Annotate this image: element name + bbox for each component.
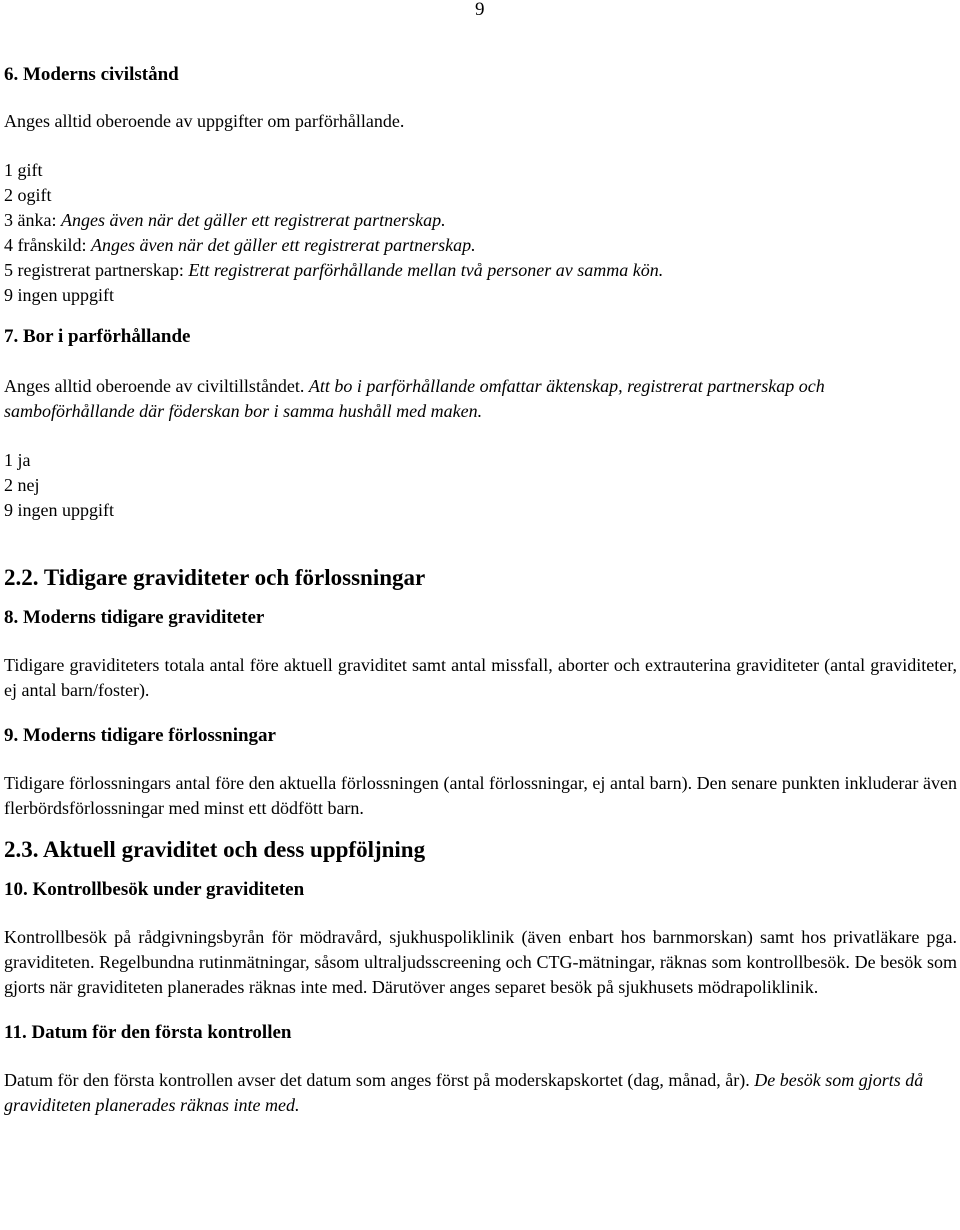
section-10-text: Kontrollbesök på rådgivningsbyrån för mödravård, sjukhuspoliklinik (även enbart hos barnmorskan) samt hos privatläkare pga. graviditeten. Regelbundna rutinmätningar, såsom ultraljudsscreening och CTG-mätningar, räknas som kontrollbesök. De besök som gjorts när graviditeten planerades räknas inte med. Därutöver anges separet besök på sjukhusets mödrapoliklinik.: [4, 927, 957, 997]
section-11-heading: 11. Datum för den första kontrollen: [4, 1022, 292, 1043]
document-body: [4, 60, 957, 1118]
section-10-heading: 10. Kontrollbesök under graviditeten: [4, 879, 305, 900]
intro-text: Anges alltid oberoende av civiltillståndet.: [4, 376, 309, 396]
section-7-option-1: 1 ja: [4, 450, 31, 470]
section-7-intro: [4, 374, 957, 424]
section-7-option-9: 9 ingen uppgift: [4, 500, 114, 520]
section-6-option-4: [4, 233, 957, 258]
option-label: 5 registrerat partnerskap:: [4, 260, 189, 280]
option-note: Anges även när det gäller ett registrerat partnerskap.: [91, 235, 476, 255]
section-6-intro: Anges alltid oberoende av uppgifter om parförhållande.: [4, 111, 405, 131]
section-8-text: Tidigare graviditeters totala antal före aktuell graviditet samt antal missfall, aborter och extrauterina graviditeter (antal graviditeter, ej antal barn/foster).: [4, 655, 957, 700]
section-2-3-heading: 2.3. Aktuell graviditet och dess uppföljning: [4, 837, 426, 862]
option-note: Anges även när det gäller ett registrerat partnerskap.: [60, 210, 446, 230]
section-6-option-1: 1 gift: [4, 160, 43, 180]
option-label: 3 änka:: [4, 210, 61, 230]
option-note: Ett registrerat parförhållande mellan två personer av samma kön.: [188, 260, 664, 280]
section-6-heading: 6. Moderns civilstånd: [4, 64, 179, 85]
body-text: Datum för den första kontrollen avser det datum som anges först på moderskapskortet (dag, månad, år).: [4, 1070, 755, 1090]
intro-note: Att bo i parförhållande omfattar äktenskap, registrerat partnerskap och samboförhållande där föderskan bor i samma hushåll med maken.: [4, 376, 825, 421]
section-11-text: [4, 1068, 957, 1118]
body-note: De besök som gjorts då graviditeten planerades räknas inte med.: [4, 1070, 924, 1115]
section-6-option-2: 2 ogift: [4, 185, 52, 205]
section-7-heading: 7. Bor i parförhållande: [4, 326, 191, 347]
option-label: 4 frånskild:: [4, 235, 91, 255]
section-7-option-2: 2 nej: [4, 475, 40, 495]
section-6-option-3: [4, 208, 957, 233]
page-number: 9: [475, 0, 485, 20]
section-6-option-5: [4, 258, 957, 283]
section-2-2-heading: 2.2. Tidigare graviditeter och förlossningar: [4, 565, 426, 590]
section-8-heading: 8. Moderns tidigare graviditeter: [4, 607, 265, 628]
section-9-heading: 9. Moderns tidigare förlossningar: [4, 725, 276, 746]
section-9-text: Tidigare förlossningars antal före den aktuella förlossningen (antal förlossningar, ej antal barn). Den senare punkten inkluderar även flerbördsförlossningar med minst ett dödfött barn.: [4, 773, 957, 818]
section-6-option-9: 9 ingen uppgift: [4, 285, 114, 305]
